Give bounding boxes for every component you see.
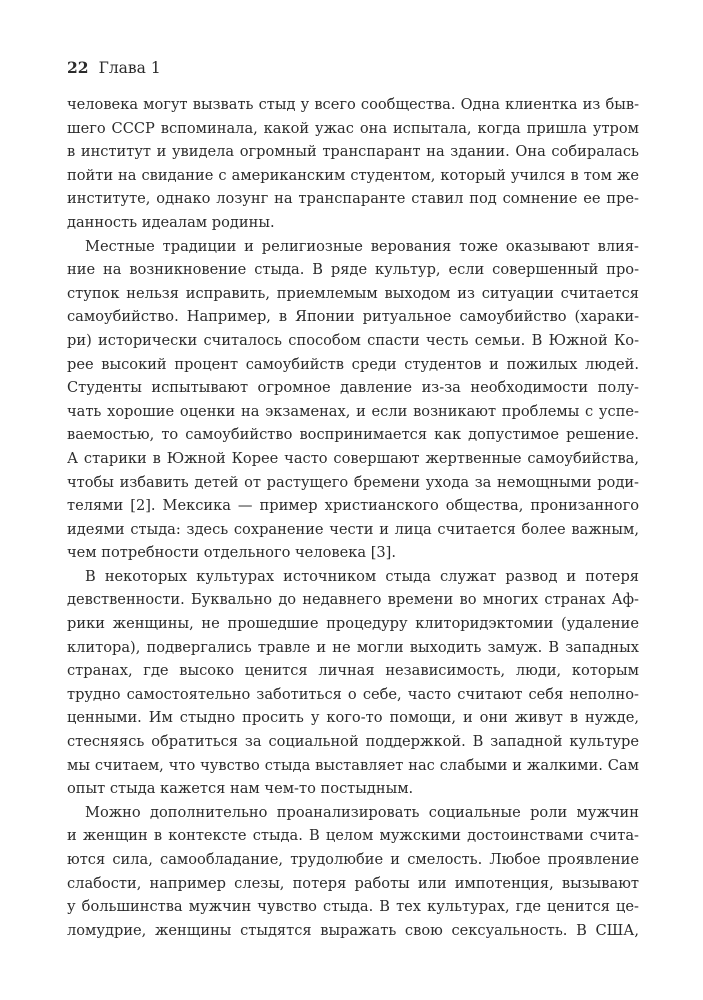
text-line: в институт и увидела огромный транспарант на здании. Она собиралась (67, 143, 639, 161)
book-page (67, 56, 639, 942)
text-line: клитора), подвергались травле и не могли выходить замуж. В западных (67, 638, 639, 656)
text-line: чтобы избавить детей от растущего бремени ухода за немощными роди- (67, 473, 639, 491)
text-line: данность идеалам родины. (67, 213, 275, 231)
text-line: и женщин в контексте стыда. В целом мужскими достоинствами счита- (67, 827, 639, 845)
text-line: Местные традиции и религиозные верования тоже оказывают влия- (85, 237, 639, 255)
running-head (67, 56, 639, 80)
text-line: чать хорошие оценки на экзаменах, и если возникают проблемы с успе- (67, 402, 639, 420)
text-line: слабости, например слезы, потеря работы или импотенция, вызывают (67, 874, 639, 892)
text-line: институте, однако лозунг на транспаранте ставил под сомнение ее пре- (67, 190, 639, 208)
text-line: Можно дополнительно проанализировать социальные роли мужчин (85, 803, 639, 821)
paragraph (67, 93, 639, 235)
chapter-title: Глава 1 (98, 59, 161, 77)
text-line: ступок нельзя исправить, приемлемым выходом из ситуации считается (67, 284, 639, 302)
paragraph (67, 801, 639, 943)
text-line: ние на возникновение стыда. В ряде культур, если совершенный про- (67, 261, 639, 279)
text-line: Студенты испытывают огромное давление из-за необходимости полу- (67, 379, 639, 397)
text-line: мы считаем, что чувство стыда выставляет нас слабыми и жалкими. Сам (67, 756, 639, 774)
text-line: В некоторых культурах источником стыда служат развод и потеря (85, 567, 639, 585)
text-line: рики женщины, не прошедшие процедуру клиторидэктомии (удаление (67, 615, 639, 633)
text-line: человека могут вызвать стыд у всего сообщества. Одна клиентка из быв- (67, 96, 639, 113)
page-number: 22 (67, 58, 89, 77)
text-line: стесняясь обратиться за социальной поддержкой. В западной культуре (67, 733, 639, 751)
body-text (67, 93, 639, 942)
text-line: ломудрие, женщины стыдятся выражать свою сексуальность. В США, (67, 921, 639, 939)
text-line: странах, где высоко ценится личная независимость, люди, которым (67, 662, 639, 680)
text-line: ценными. Им стыдно просить у кого-то помощи, и они живут в нужде, (67, 709, 639, 727)
paragraph (67, 235, 639, 565)
text-line: телями [2]. Мексика — пример христианского общества, пронизанного (67, 497, 639, 515)
text-line: идеями стыда: здесь сохранение чести и лица считается более важным, (67, 520, 639, 538)
text-line: девственности. Буквально до недавнего времени во многих странах Аф- (67, 591, 639, 609)
text-line: шего СССР вспоминала, какой ужас она испытала, когда пришла утром (67, 119, 639, 137)
text-line: ри) исторически считалось способом спасти честь семьи. В Южной Ко- (67, 331, 639, 349)
text-line: трудно самостоятельно заботиться о себе, часто считают себя неполно- (67, 685, 639, 703)
text-line: пойти на свидание с американским студентом, который учился в том же (67, 166, 639, 184)
text-line: А старики в Южной Корее часто совершают жертвенные самоубийства, (67, 449, 639, 467)
text-line: рее высокий процент самоубийств среди студентов и пожилых людей. (67, 355, 639, 373)
text-line: самоубийство. Например, в Японии ритуальное самоубийство (харaки- (67, 308, 639, 326)
paragraph (67, 565, 639, 801)
text-line: у большинства мужчин чувство стыда. В тех культурах, где ценится це- (67, 898, 639, 916)
text-line: опыт стыда кажется нам чем-то постыдным. (67, 780, 414, 798)
text-line: ются сила, самообладание, трудолюбие и смелость. Любое проявление (67, 851, 639, 868)
text-line: ваемостью, то самоубийство воспринимается как допустимое решение. (67, 426, 639, 444)
text-line: чем потребности отдельного человека [3]. (67, 544, 397, 562)
